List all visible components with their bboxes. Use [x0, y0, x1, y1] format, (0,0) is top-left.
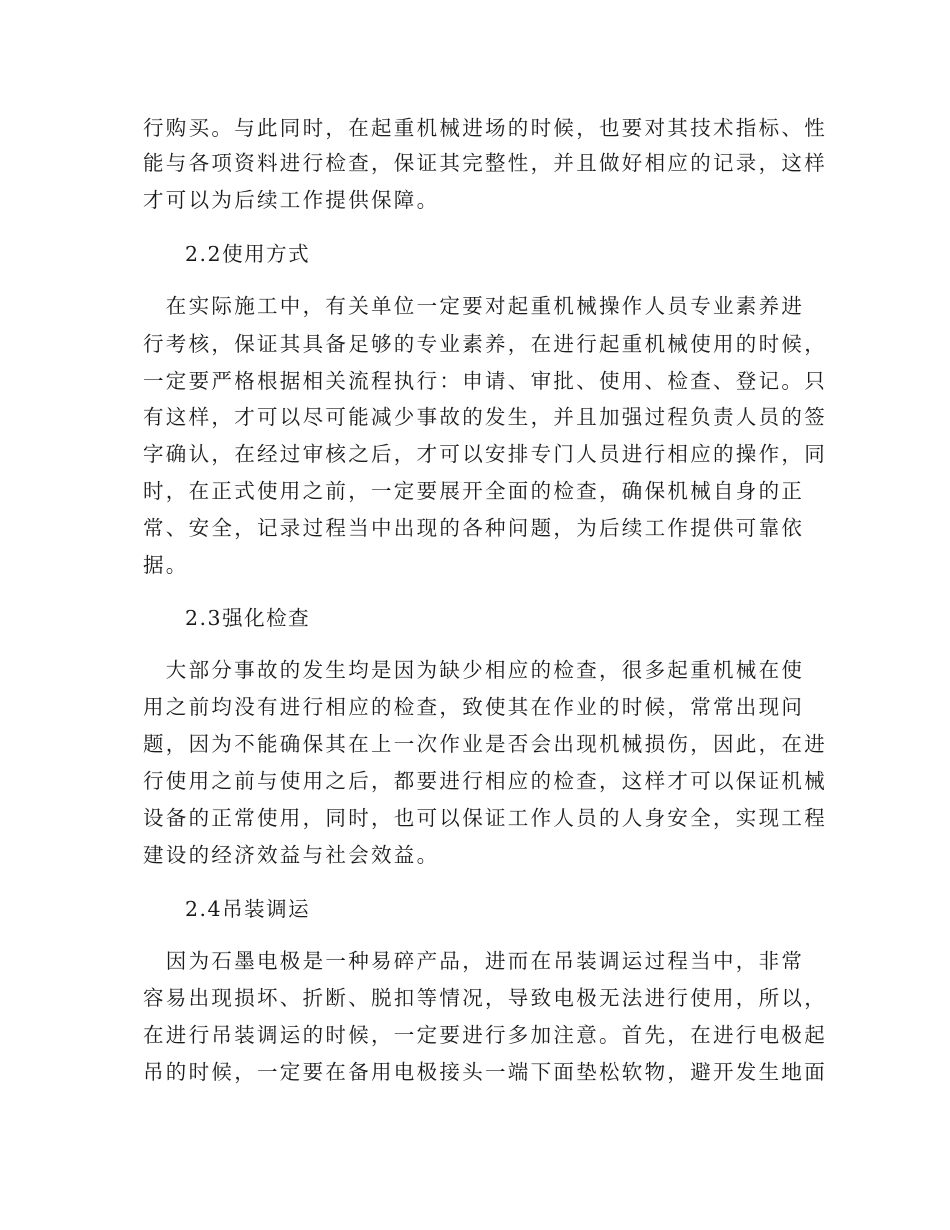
section-heading: 2.2使用方式	[185, 242, 311, 266]
paragraph-line: 容易出现损坏、折断、脱扣等情况，导致电极无法进行使用，所以，	[143, 986, 827, 1010]
paragraph-line: 字确认，在经过审核之后，才可以安排专门人员进行相应的操作，同	[143, 442, 827, 466]
paragraph-line: 一定要严格根据相关流程执行：申请、审批、使用、检查、登记。只	[143, 369, 827, 393]
paragraph-line: 才可以为后续工作提供保障。	[143, 188, 440, 212]
paragraph-line: 因为石墨电极是一种易碎产品，进而在吊装调运过程当中，非常	[143, 949, 805, 973]
paragraph-line: 时，在正式使用之前，一定要展开全面的检查，确保机械自身的正	[143, 479, 805, 503]
paragraph-line: 设备的正常使用，同时，也可以保证工作人员的人身安全，实现工程	[143, 806, 827, 830]
section-heading: 2.4吊装调运	[185, 897, 311, 921]
paragraph-line: 吊的时候，一定要在备用电极接头一端下面垫松软物，避开发生地面	[143, 1060, 827, 1084]
paragraph-line: 大部分事故的发生均是因为缺少相应的检查，很多起重机械在使	[143, 658, 805, 682]
paragraph-line: 在实际施工中，有关单位一定要对起重机械操作人员专业素养进	[143, 294, 805, 318]
paragraph-line: 在进行吊装调运的时候，一定要进行多加注意。首先，在进行电极起	[143, 1023, 827, 1047]
section-heading: 2.3强化检查	[185, 606, 311, 630]
paragraph-line: 据。	[143, 553, 189, 577]
paragraph-line: 题，因为不能确保其在上一次作业是否会出现机械损伤，因此，在进	[143, 732, 827, 756]
paragraph-line: 用之前均没有进行相应的检查，致使其在作业的时候，常常出现问	[143, 695, 805, 719]
paragraph-line: 能与各项资料进行检查，保证其完整性，并且做好相应的记录，这样	[143, 151, 827, 175]
paragraph-line: 建设的经济效益与社会效益。	[143, 843, 440, 867]
paragraph-line: 行购买。与此同时，在起重机械进场的时候，也要对其技术指标、性	[143, 116, 827, 140]
paragraph-line: 有这样，才可以尽可能减少事故的发生，并且加强过程负责人员的签	[143, 405, 827, 429]
paragraph-line: 常、安全，记录过程当中出现的各种问题，为后续工作提供可靠依	[143, 516, 805, 540]
paragraph-line: 行考核，保证其具备足够的专业素养，在进行起重机械使用的时候，	[143, 332, 827, 356]
paragraph-line: 行使用之前与使用之后，都要进行相应的检查，这样才可以保证机械	[143, 769, 827, 793]
